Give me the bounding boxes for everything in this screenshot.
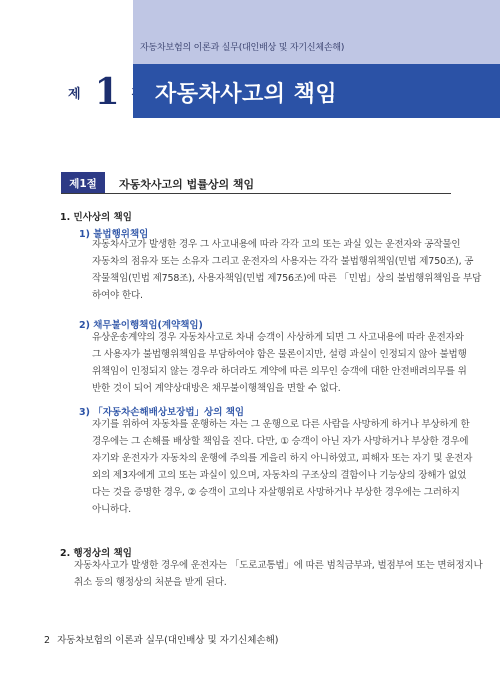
chapter-prefix: 제 — [68, 86, 81, 102]
paragraph-line: 작물책임(민법 제758조), 사용자책임(민법 제756조)에 따른 「민법」상의 불법행위책임을 부담 — [92, 273, 482, 284]
header-band-fill — [133, 0, 500, 64]
page-footer — [44, 632, 278, 646]
paragraph-line: 경우에는 그 손해를 배상할 책임을 진다. 다만, ① 승객이 아닌 자가 사망하거나 부상한 경우에 — [92, 436, 469, 447]
heading-administrative-liability: 2. 행정상의 책임 — [60, 548, 132, 559]
paragraph-line: 자기를 위하여 자동차를 운행하는 자는 그 운행으로 다른 사람을 사망하게 하거나 부상하게 한 — [92, 419, 470, 430]
page-number: 2 — [44, 635, 51, 646]
chapter-title: 자동차사고의 책임 — [155, 82, 338, 107]
chapter-number: 1 — [94, 71, 120, 113]
heading-contract: 2) 채무불이행책임(계약책임) — [79, 320, 203, 331]
section-title: 자동차사고의 법률상의 책임 — [119, 178, 255, 191]
section-badge: 제1절 — [61, 172, 105, 194]
paragraph-line: 취소 등의 행정상의 처분을 받게 된다. — [74, 577, 227, 588]
paragraph-line: 하여야 한다. — [92, 290, 143, 301]
paragraph-line: 자기와 운전자가 자동차의 운행에 주의를 게을리 하지 아니하였고, 피해자 또는 자기 및 운전자 — [92, 453, 473, 464]
section-heading — [61, 172, 451, 194]
paragraph-line: 위책임이 인정되지 않는 경우라 하더라도 계약에 따른 의무인 승객에 대한 안전배려의무를 위 — [92, 366, 467, 377]
paragraph-line: 아니하다. — [92, 504, 131, 515]
heading-tort: 1) 불법행위책임 — [79, 229, 149, 240]
paragraph-line: 자동차사고가 발생한 경우에 운전자는 「도로교통법」에 따른 범칙금부과, 벌점부여 또는 면허정지나 — [74, 560, 483, 571]
running-head: 자동차보험의 이론과 실무(대인배상 및 자기신체손해) — [140, 43, 345, 53]
paragraph-compensation-law — [92, 416, 472, 518]
paragraph-line: 외의 제3자에게 고의 또는 과실이 있으며, 자동차의 구조상의 결함이나 기능상의 장해가 없었 — [92, 470, 467, 481]
paragraph-tort — [92, 236, 481, 304]
paragraph-line: 반한 것이 되어 계약상대방은 채무불이행책임을 면할 수 없다. — [92, 383, 341, 394]
paragraph-contract — [92, 329, 467, 397]
section-rule — [61, 193, 451, 194]
paragraph-line: 그 사용자가 불법행위책임을 부담하여야 함은 물론이지만, 설령 과실이 인정되지 않아 불법행 — [92, 349, 467, 360]
footer-running-title: 자동차보험의 이론과 실무(대인배상 및 자기신체손해) — [57, 635, 279, 646]
paragraph-line: 유상운송계약의 경우 자동차사고로 차내 승객이 사상하게 되면 그 사고내용에 따라 운전자와 — [92, 332, 464, 343]
paragraph-line: 다는 것을 증명한 경우, ② 승객이 고의나 자살행위로 사망하거나 부상한 경우에는 그러하지 — [92, 487, 460, 498]
paragraph-line: 자동차사고가 발생한 경우 그 사고내용에 따라 각각 고의 또는 과실 있는 운전자와 공작물인 — [92, 239, 461, 250]
heading-compensation-law: 3) 「자동차손해배상보장법」상의 책임 — [79, 407, 245, 418]
paragraph-administrative — [74, 557, 482, 591]
paragraph-line: 자동차의 점유자 또는 소유자 그리고 운전자의 사용자는 각각 불법행위책임(민법 제750조), 공 — [92, 256, 474, 267]
heading-civil-liability: 1. 민사상의 책임 — [60, 212, 132, 223]
